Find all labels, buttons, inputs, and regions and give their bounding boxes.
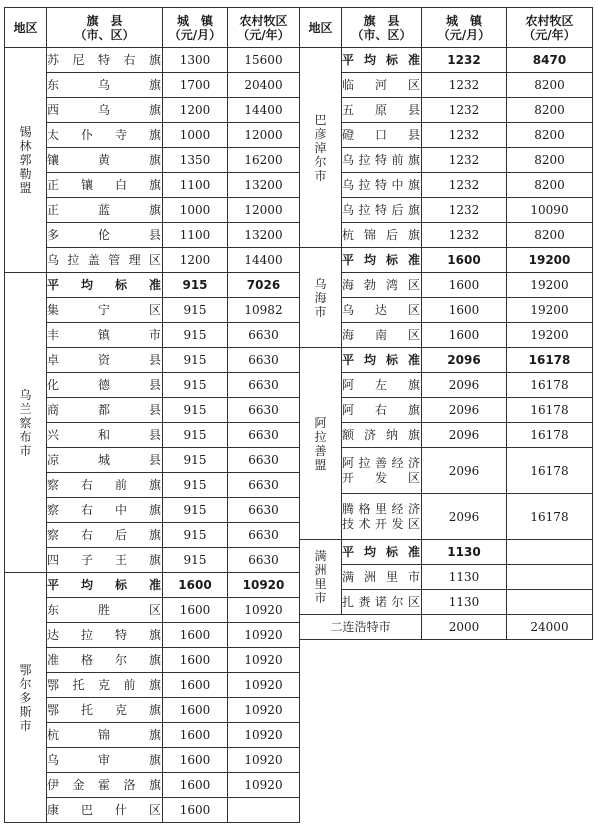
rural-value: 6630 (228, 323, 300, 348)
header-county: 旗 县 （市、区） (47, 8, 163, 48)
county-name: 化德县 (47, 373, 163, 398)
rural-value: 6630 (228, 348, 300, 373)
urban-value: 1100 (163, 223, 228, 248)
table-row (5, 648, 300, 673)
county-name: 阿右旗 (342, 398, 422, 423)
urban-value: 1600 (163, 573, 228, 598)
county-name: 乌拉特前旗 (342, 148, 422, 173)
urban-value: 1000 (163, 198, 228, 223)
table-row (5, 148, 300, 173)
urban-value: 915 (163, 398, 228, 423)
region-name (300, 48, 342, 248)
rural-value: 6630 (228, 398, 300, 423)
region-label: 锡林郭勒盟 (19, 125, 32, 195)
rural-value: 10920 (228, 748, 300, 773)
county-name: 正镶白旗 (47, 173, 163, 198)
header-region: 地区 (300, 8, 342, 48)
urban-value: 1232 (422, 73, 507, 98)
urban-value: 915 (163, 473, 228, 498)
county-name: 乌拉特中旗 (342, 173, 422, 198)
table-row (300, 273, 593, 298)
county-name: 乌审旗 (47, 748, 163, 773)
rural-value: 10920 (228, 648, 300, 673)
county-name: 康巴什区 (47, 798, 163, 823)
urban-value: 1232 (422, 198, 507, 223)
rural-value: 10920 (228, 673, 300, 698)
urban-value: 915 (163, 298, 228, 323)
region-label: 巴彦淖尔市 (314, 112, 327, 183)
rural-value: 8200 (507, 173, 593, 198)
county-name: 乌拉特后旗 (342, 198, 422, 223)
rural-value: 24000 (507, 615, 593, 640)
table-row (300, 398, 593, 423)
header-urban: 城 镇 （元/月） (163, 8, 228, 48)
urban-value: 2000 (422, 615, 507, 640)
urban-value: 1350 (163, 148, 228, 173)
county-name: 扎赉诺尔区 (342, 590, 422, 615)
region-label: 乌海市 (314, 276, 327, 319)
table-row (5, 548, 300, 573)
table-row (5, 773, 300, 798)
urban-value: 1600 (163, 648, 228, 673)
average-label: 平均标准 (342, 48, 422, 73)
county-name: 伊金霍洛旗 (47, 773, 163, 798)
table-row (300, 348, 593, 373)
rural-value: 19200 (507, 248, 593, 273)
rural-value: 12000 (228, 198, 300, 223)
region-name: 二连浩特市 (300, 615, 422, 640)
rural-value: 10920 (228, 773, 300, 798)
average-label: 平均标准 (342, 248, 422, 273)
urban-value: 1600 (163, 798, 228, 823)
county-name: 太仆寺旗 (47, 123, 163, 148)
county-name: 察右中旗 (47, 498, 163, 523)
urban-value: 1700 (163, 73, 228, 98)
table-row (5, 248, 300, 273)
header-urban: 城 镇 （元/月） (422, 8, 507, 48)
rural-value: 16178 (507, 348, 593, 373)
rural-value: 14400 (228, 248, 300, 273)
rural-value: 7026 (228, 273, 300, 298)
rural-value: 6630 (228, 498, 300, 523)
urban-value: 1200 (163, 98, 228, 123)
rural-value: 6630 (228, 473, 300, 498)
region-name (300, 540, 342, 615)
urban-value: 1600 (163, 698, 228, 723)
county-name: 五原县 (342, 98, 422, 123)
county-name: 卓资县 (47, 348, 163, 373)
county-name: 四子王旗 (47, 548, 163, 573)
table-row (300, 494, 593, 540)
urban-value: 1600 (422, 273, 507, 298)
table-row (5, 723, 300, 748)
rural-value (507, 590, 593, 615)
table-row (5, 598, 300, 623)
urban-value: 2096 (422, 373, 507, 398)
urban-value: 915 (163, 373, 228, 398)
table-row (300, 540, 593, 565)
rural-value: 8200 (507, 123, 593, 148)
rural-value (507, 565, 593, 590)
county-name: 鄂托克旗 (47, 698, 163, 723)
rural-value: 16178 (507, 494, 593, 540)
table-row (300, 173, 593, 198)
county-name: 兴和县 (47, 423, 163, 448)
rural-value: 6630 (228, 448, 300, 473)
table-row (300, 198, 593, 223)
urban-value: 1600 (163, 773, 228, 798)
region-label: 满洲里市 (314, 549, 327, 605)
county-name: 鄂托克前旗 (47, 673, 163, 698)
urban-value: 1300 (163, 48, 228, 73)
county-name: 正蓝旗 (47, 198, 163, 223)
urban-value: 915 (163, 273, 228, 298)
urban-value: 2096 (422, 448, 507, 494)
table-row (300, 73, 593, 98)
county-name: 凉城县 (47, 448, 163, 473)
rural-value: 8200 (507, 148, 593, 173)
rural-value: 16178 (507, 398, 593, 423)
urban-value: 2096 (422, 398, 507, 423)
rural-value (507, 540, 593, 565)
urban-value: 1600 (163, 598, 228, 623)
table-row (5, 623, 300, 648)
county-name: 达拉特旗 (47, 623, 163, 648)
county-name: 察右后旗 (47, 523, 163, 548)
rural-value: 16178 (507, 373, 593, 398)
urban-value: 915 (163, 523, 228, 548)
county-name: 乌达区 (342, 298, 422, 323)
rural-value: 10920 (228, 723, 300, 748)
table-row (5, 573, 300, 598)
left-table (4, 7, 300, 823)
table-row (300, 590, 593, 615)
header-row (5, 8, 300, 48)
header-region: 地区 (5, 8, 47, 48)
rural-value: 10920 (228, 573, 300, 598)
rural-value: 12000 (228, 123, 300, 148)
table-row (5, 173, 300, 198)
right-table (299, 7, 593, 640)
table-row (5, 798, 300, 823)
urban-value: 1600 (163, 673, 228, 698)
rural-value: 8200 (507, 73, 593, 98)
region-name (300, 348, 342, 540)
table-row (300, 448, 593, 494)
rural-value: 19200 (507, 273, 593, 298)
rural-value: 19200 (507, 298, 593, 323)
county-name: 察右前旗 (47, 473, 163, 498)
county-name: 海勃湾区 (342, 273, 422, 298)
urban-value: 1232 (422, 223, 507, 248)
rural-value: 6630 (228, 548, 300, 573)
urban-value: 1232 (422, 98, 507, 123)
table-row (5, 498, 300, 523)
region-label: 阿拉善盟 (314, 415, 327, 472)
urban-value: 2096 (422, 423, 507, 448)
rural-value: 10090 (507, 198, 593, 223)
region-label: 乌兰察布市 (19, 387, 32, 458)
county-name: 乌拉盖管理区 (47, 248, 163, 273)
rural-value: 8200 (507, 223, 593, 248)
county-name: 阿拉善经济 开发区 (342, 448, 422, 494)
county-name: 海南区 (342, 323, 422, 348)
rural-value: 6630 (228, 423, 300, 448)
urban-value: 1200 (163, 248, 228, 273)
table-row (5, 298, 300, 323)
table-row (5, 323, 300, 348)
header-rural: 农村牧区 （元/年） (228, 8, 300, 48)
urban-value: 915 (163, 423, 228, 448)
header-county: 旗 县 （市、区） (342, 8, 422, 48)
urban-value: 2096 (422, 348, 507, 373)
rural-value: 15600 (228, 48, 300, 73)
urban-value: 1600 (163, 723, 228, 748)
table-row (5, 748, 300, 773)
county-name: 磴口县 (342, 123, 422, 148)
table-row (300, 248, 593, 273)
urban-value: 1130 (422, 590, 507, 615)
urban-value: 1130 (422, 565, 507, 590)
rural-value: 19200 (507, 323, 593, 348)
urban-value: 915 (163, 548, 228, 573)
table-row (300, 423, 593, 448)
county-name: 阿左旗 (342, 373, 422, 398)
county-name: 商都县 (47, 398, 163, 423)
county-name: 苏尼特右旗 (47, 48, 163, 73)
table-row (300, 323, 593, 348)
table-row (300, 98, 593, 123)
rural-value: 16178 (507, 423, 593, 448)
rural-value: 8470 (507, 48, 593, 73)
table-row (5, 73, 300, 98)
rural-value: 16200 (228, 148, 300, 173)
table-row (5, 523, 300, 548)
table-row (300, 565, 593, 590)
rural-value: 13200 (228, 173, 300, 198)
table-row (300, 615, 593, 640)
table-row (5, 398, 300, 423)
urban-value: 1232 (422, 173, 507, 198)
urban-value: 1232 (422, 48, 507, 73)
urban-value: 1600 (422, 323, 507, 348)
table-row (300, 373, 593, 398)
table-row (300, 48, 593, 73)
table-row (300, 123, 593, 148)
table-row (300, 148, 593, 173)
header-row (300, 8, 593, 48)
region-label: 鄂尔多斯市 (19, 662, 32, 733)
urban-value: 915 (163, 448, 228, 473)
county-name: 杭锦旗 (47, 723, 163, 748)
county-name: 西乌旗 (47, 98, 163, 123)
county-name: 额济纳旗 (342, 423, 422, 448)
rural-value: 14400 (228, 98, 300, 123)
county-name: 集宁区 (47, 298, 163, 323)
rural-value: 6630 (228, 523, 300, 548)
urban-value: 1000 (163, 123, 228, 148)
rural-value: 6630 (228, 373, 300, 398)
table-row (5, 223, 300, 248)
urban-value: 1600 (163, 623, 228, 648)
urban-value: 2096 (422, 494, 507, 540)
urban-value: 915 (163, 498, 228, 523)
table-row (5, 473, 300, 498)
rural-value: 10920 (228, 698, 300, 723)
table-row (5, 373, 300, 398)
county-name: 多伦县 (47, 223, 163, 248)
rural-value: 8200 (507, 98, 593, 123)
rural-value: 10920 (228, 623, 300, 648)
urban-value: 1130 (422, 540, 507, 565)
urban-value: 1600 (422, 248, 507, 273)
county-name: 丰镇市 (47, 323, 163, 348)
table-row (5, 698, 300, 723)
region-name (5, 273, 47, 573)
header-rural: 农村牧区 （元/年） (507, 8, 593, 48)
county-name: 杭锦后旗 (342, 223, 422, 248)
county-name: 东乌旗 (47, 73, 163, 98)
urban-value: 1232 (422, 123, 507, 148)
table-row (5, 273, 300, 298)
region-name (300, 248, 342, 348)
table-row (300, 298, 593, 323)
table-row (5, 48, 300, 73)
county-name: 准格尔旗 (47, 648, 163, 673)
table-row (5, 198, 300, 223)
rural-value: 20400 (228, 73, 300, 98)
urban-value: 915 (163, 348, 228, 373)
average-label: 平均标准 (342, 540, 422, 565)
table-row (5, 98, 300, 123)
table-row (5, 348, 300, 373)
urban-value: 915 (163, 323, 228, 348)
urban-value: 1232 (422, 148, 507, 173)
table-row (300, 223, 593, 248)
rural-value: 10982 (228, 298, 300, 323)
county-name: 临河区 (342, 73, 422, 98)
average-label: 平均标准 (47, 273, 163, 298)
average-label: 平均标准 (47, 573, 163, 598)
table-row (5, 673, 300, 698)
county-name: 腾格里经济 技术开发区 (342, 494, 422, 540)
urban-value: 1600 (163, 748, 228, 773)
county-name: 东胜区 (47, 598, 163, 623)
table-row (5, 123, 300, 148)
county-name: 满洲里市 (342, 565, 422, 590)
rural-value (228, 798, 300, 823)
region-name (5, 48, 47, 273)
region-name (5, 573, 47, 823)
table-row (5, 423, 300, 448)
rural-value: 13200 (228, 223, 300, 248)
table-row (5, 448, 300, 473)
urban-value: 1600 (422, 298, 507, 323)
rural-value: 16178 (507, 448, 593, 494)
urban-value: 1100 (163, 173, 228, 198)
county-name: 镶黄旗 (47, 148, 163, 173)
average-label: 平均标准 (342, 348, 422, 373)
rural-value: 10920 (228, 598, 300, 623)
